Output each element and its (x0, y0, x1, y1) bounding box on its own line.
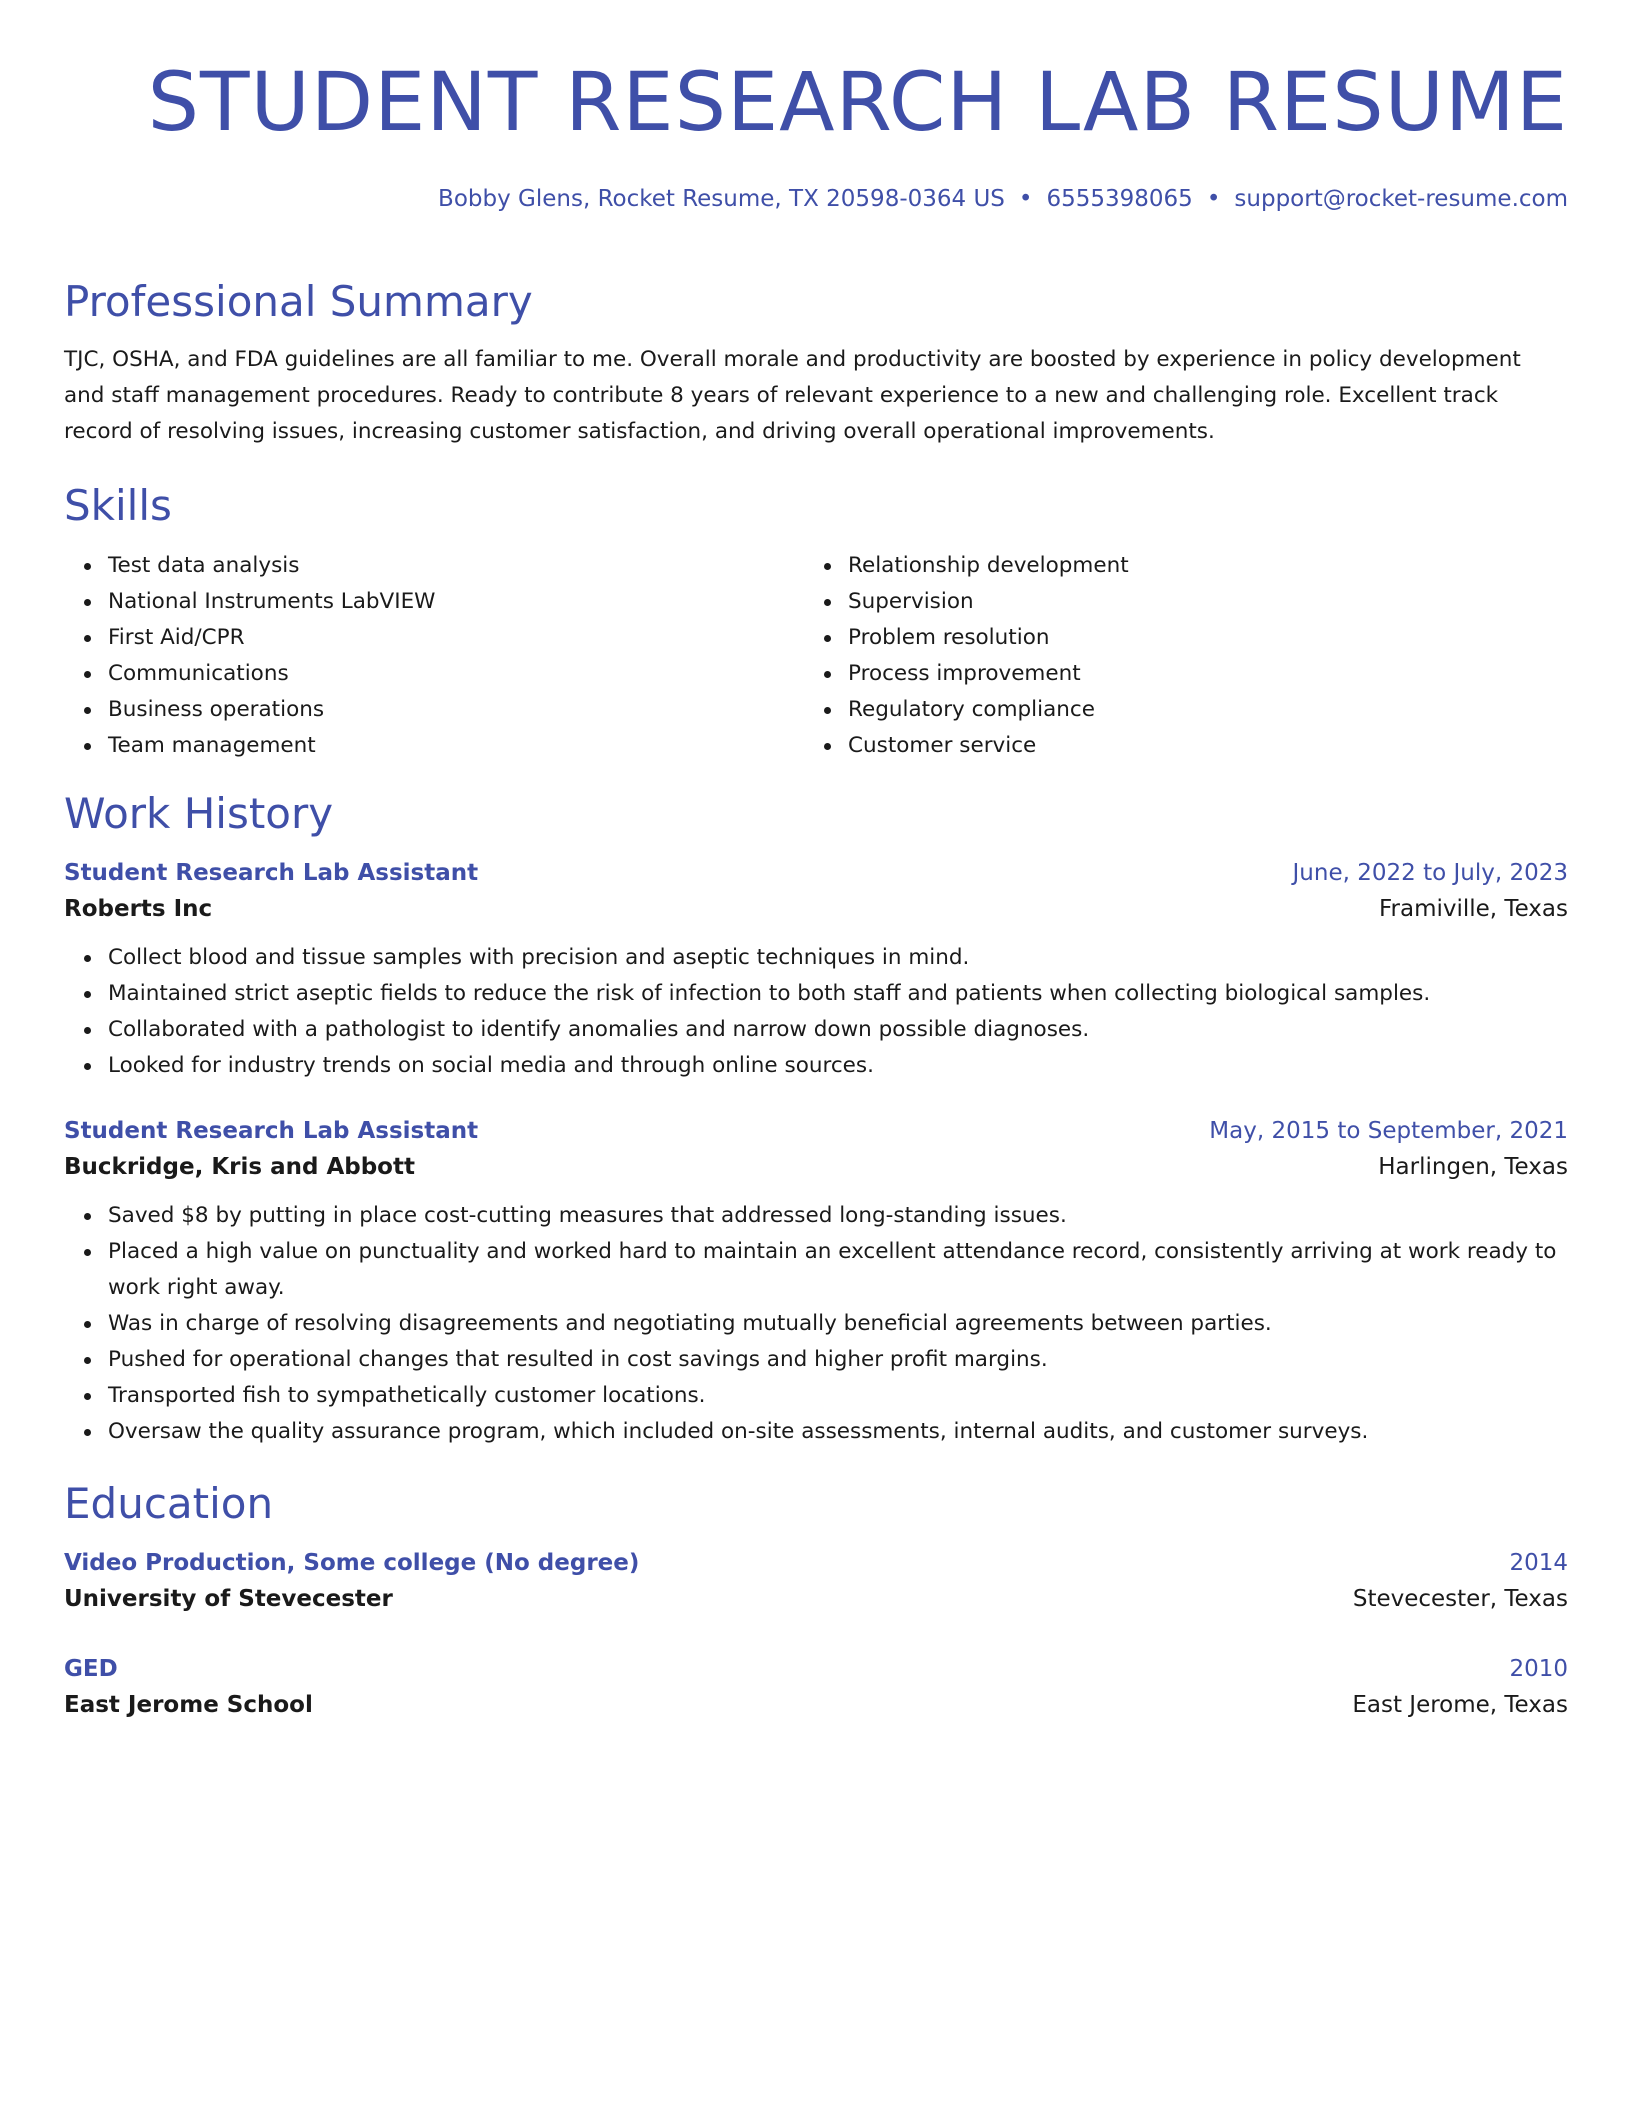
skills-heading: Skills (64, 481, 172, 530)
job-company-row (64, 890, 1568, 928)
skill-item: Process improvement (848, 656, 1568, 692)
education-school-row (64, 1686, 1568, 1724)
job-bullet: Collect blood and tissue samples with precision and aseptic techniques in mind. (108, 940, 1568, 976)
skills-section (64, 480, 1568, 764)
job-title: Student Research Lab Assistant (64, 860, 479, 886)
work-section (64, 788, 1568, 1450)
job-bullet: Looked for industry trends on social media and through online sources. (108, 1048, 1568, 1084)
job-company: Roberts Inc (64, 896, 213, 922)
job-entry (64, 856, 1568, 1084)
job-bullet: Saved $8 by putting in place cost-cutting measures that addressed long-standing issues. (108, 1198, 1568, 1234)
skills-column-left (64, 548, 816, 764)
skill-item: First Aid/CPR (108, 620, 816, 656)
summary-section (64, 276, 1568, 450)
education-header-row (64, 1546, 1568, 1580)
job-location: Harlingen, Texas (1378, 1154, 1568, 1180)
job-company-row (64, 1148, 1568, 1186)
job-location: Framiville, Texas (1378, 896, 1568, 922)
summary-heading: Professional Summary (64, 277, 533, 326)
skills-column-right (816, 548, 1568, 764)
education-location: Stevecester, Texas (1352, 1586, 1568, 1612)
skill-item: Test data analysis (108, 548, 816, 584)
education-year: 2014 (1509, 1550, 1568, 1576)
job-header-row (64, 1114, 1568, 1148)
skill-item: National Instruments LabVIEW (108, 584, 816, 620)
work-heading: Work History (64, 789, 334, 838)
education-section (64, 1478, 1568, 1724)
skill-item: Relationship development (848, 548, 1568, 584)
job-bullets (64, 1198, 1568, 1450)
skill-item: Communications (108, 656, 816, 692)
contact-separator: • (1018, 186, 1033, 212)
education-entry (64, 1652, 1568, 1724)
job-entry (64, 1114, 1568, 1450)
contact-email[interactable]: support@rocket-resume.com (1234, 186, 1568, 212)
education-header-row (64, 1652, 1568, 1686)
job-dates: June, 2022 to July, 2023 (1292, 860, 1568, 886)
job-bullet: Placed a high value on punctuality and worked hard to maintain an excellent attendance record, consistently arriving at work ready to work right away. (108, 1234, 1568, 1306)
job-bullet: Maintained strict aseptic fields to reduce the risk of infection to both staff and patients when collecting biological samples. (108, 976, 1568, 1012)
skill-item: Business operations (108, 692, 816, 728)
education-degree: GED (64, 1656, 118, 1682)
resume-title: STUDENT RESEARCH LAB RESUME (147, 56, 1568, 150)
job-bullets (64, 940, 1568, 1084)
job-header-row (64, 856, 1568, 890)
job-bullet: Pushed for operational changes that resulted in cost savings and higher profit margins. (108, 1342, 1568, 1378)
skill-item: Regulatory compliance (848, 692, 1568, 728)
education-degree: Video Production, Some college (No degree) (64, 1550, 640, 1576)
summary-text: TJC, OSHA, and FDA guidelines are all familiar to me. Overall morale and productivity are boosted by experience in policy development and staff management procedures. Ready to contribute 8 years of relevant experience to a new and challenging role. Excellent track record of resolving issues, increasing customer satisfaction, and driving overall operational improvements. (64, 347, 1521, 444)
contact-separator: • (1206, 186, 1221, 212)
skills-grid (64, 548, 1568, 764)
contact-address: Bobby Glens, Rocket Resume, TX 20598-0364 US (438, 186, 1005, 212)
skill-item: Team management (108, 728, 816, 764)
job-bullet: Was in charge of resolving disagreements and negotiating mutually beneficial agreements between parties. (108, 1306, 1568, 1342)
skill-item: Supervision (848, 584, 1568, 620)
job-bullet: Transported fish to sympathetically customer locations. (108, 1378, 1568, 1414)
skill-item: Customer service (848, 728, 1568, 764)
job-bullet: Collaborated with a pathologist to identify anomalies and narrow down possible diagnoses. (108, 1012, 1568, 1048)
skill-item: Problem resolution (848, 620, 1568, 656)
contact-phone: 6555398065 (1046, 186, 1193, 212)
education-entry (64, 1546, 1568, 1618)
job-company: Buckridge, Kris and Abbott (64, 1154, 415, 1180)
education-location: East Jerome, Texas (1352, 1692, 1568, 1718)
contact-line (438, 184, 1568, 214)
education-school-row (64, 1580, 1568, 1618)
job-dates: May, 2015 to September, 2021 (1209, 1118, 1568, 1144)
job-bullet: Oversaw the quality assurance program, which included on-site assessments, internal audits, and customer surveys. (108, 1414, 1568, 1450)
education-school: University of Stevecester (64, 1586, 393, 1612)
job-title: Student Research Lab Assistant (64, 1118, 479, 1144)
education-school: East Jerome School (64, 1692, 313, 1718)
education-heading: Education (64, 1479, 274, 1528)
education-year: 2010 (1509, 1656, 1568, 1682)
